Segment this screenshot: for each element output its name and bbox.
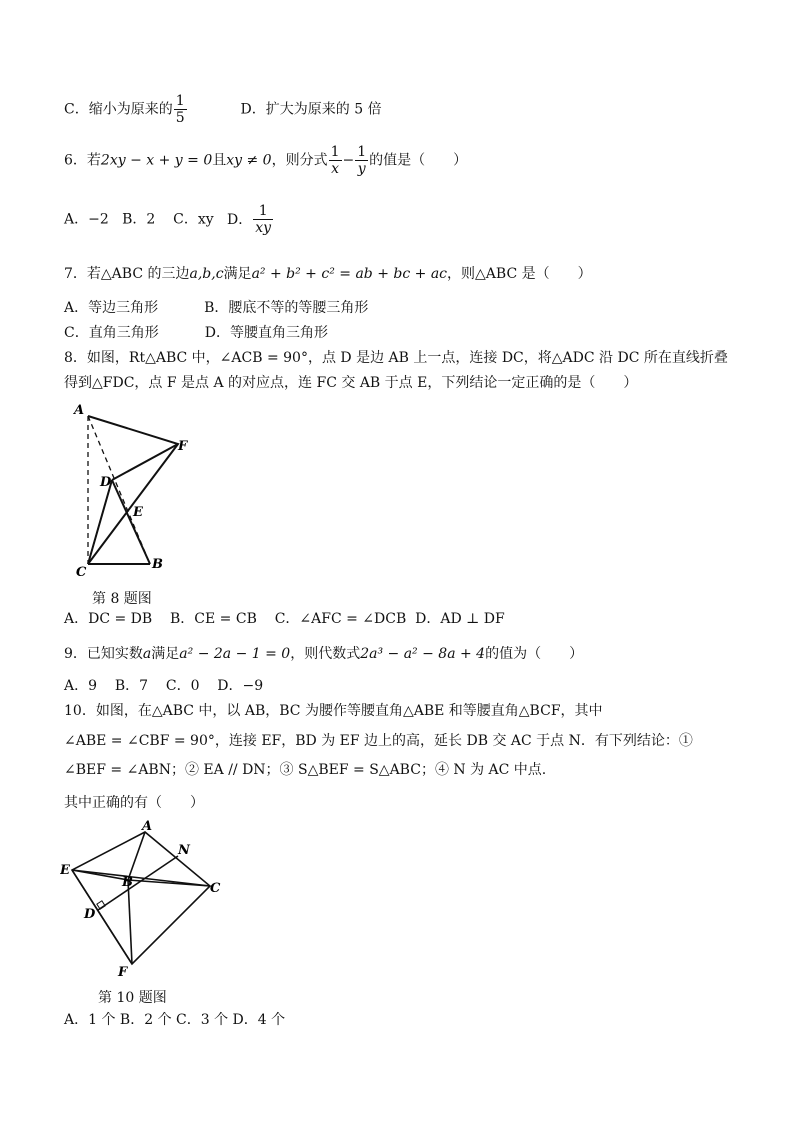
q10-label-b: B <box>122 875 133 890</box>
q8-label-a: A <box>74 403 85 418</box>
q9-options <box>64 679 263 693</box>
q6-option-c: C．xy <box>173 211 214 228</box>
q6-options <box>64 203 274 236</box>
q10-label-n: N <box>178 843 190 858</box>
q8-option-a: A．DC = DB <box>64 611 153 627</box>
q9-option-a: A．9 <box>64 678 98 694</box>
q8-edge-df <box>112 444 178 480</box>
q8-caption: 第 8 题图 <box>92 591 152 607</box>
q10-label-d: D <box>84 907 96 922</box>
q10-stem-line2: ∠ABE = ∠CBF = 90°，连接 EF，BD 为 EF 边上的高，延长 DB 交 AC 于点 N．有下列结论：① <box>64 733 693 749</box>
q6-option-b: B．2 <box>122 211 156 228</box>
q8-label-b: B <box>152 557 163 572</box>
q10-question: 其中正确的有（ ） <box>64 795 204 811</box>
q10-edge-bf <box>128 880 132 964</box>
q10-stem-line1: 10．如图，在△ABC 中，以 AB，BC 为腰作等腰直角△ABE 和等腰直角△BCF，其中 <box>64 703 603 719</box>
q5-options <box>64 93 382 126</box>
q5-option-c: C．缩小为原来的 <box>64 101 173 118</box>
q8-label-d: D <box>100 475 112 490</box>
q7-option-a: A．等边三角形 <box>64 300 159 316</box>
q8-option-b: B．CE = CB <box>170 611 257 627</box>
q6-stem: 6．若2xy − x + y = 0且xy ≠ 0，则分式 $\frac{1}{x}$ − $\frac{1}{y}$ 的值是（ ） <box>64 144 468 178</box>
q10-label-f: F <box>118 965 128 980</box>
q9-option-c: C．0 <box>165 678 200 694</box>
q10-caption: 第 10 题图 <box>98 990 167 1006</box>
q7-stem: 7．若△ABC 的三边a,b,c满足a² + b² + c² = ab + bc + ac，则△ABC 是（ ） <box>64 266 592 282</box>
q8-edge-dc <box>88 480 112 564</box>
q9-option-d: D．−9 <box>217 678 264 694</box>
q8-options <box>64 612 505 626</box>
q7-option-d: D．等腰直角三角形 <box>204 325 328 341</box>
q10-figure <box>60 818 230 980</box>
q7-options-row2 <box>64 326 328 340</box>
q8-figure <box>70 400 210 580</box>
q8-stem-line2: 得到△FDC，点 F 是点 A 的对应点，连 FC 交 AB 于点 E，下列结论一定正确的是（ ） <box>64 375 638 391</box>
q7-option-b: B．腰底不等的等腰三角形 <box>204 300 369 316</box>
q10-edge-ec <box>72 870 210 886</box>
q8-label-c: C <box>76 565 87 580</box>
q6-option-d: D． $\frac{1}{xy}$ <box>227 203 272 237</box>
q5-option-d: D．扩大为原来的 5 倍 <box>240 101 382 118</box>
q10-label-e: E <box>60 863 70 878</box>
q8-label-e: E <box>133 505 143 520</box>
q8-option-c: C．∠AFC = ∠DCB <box>274 611 407 627</box>
q9-stem: 9．已知实数a满足a² − 2a − 1 = 0，则代数式2a³ − a² − 8a + 4的值为（ ） <box>64 646 584 662</box>
q8-stem-line1: 8．如图，Rt△ABC 中，∠ACB = 90°，点 D 是边 AB 上一点，连接 DC，将△ADC 沿 DC 所在直线折叠 <box>64 350 728 366</box>
q10-options: A．1 个 B．2 个 C．3 个 D．4 个 <box>64 1012 286 1028</box>
q9-option-b: B．7 <box>114 678 149 694</box>
q5-option-c-fraction: $\frac{1}{5}$ <box>175 93 185 127</box>
q6-option-a: A．−2 <box>64 211 109 228</box>
q10-stem-line3: ∠BEF = ∠ABN；② EA // DN；③ S△BEF = S△ABC；④ N 为 AC 中点. <box>64 762 547 778</box>
q7-options-row1 <box>64 301 368 315</box>
q8-triangle-fdc <box>88 416 178 564</box>
q10-label-c: C <box>210 881 221 896</box>
q7-option-c: C．直角三角形 <box>64 325 159 341</box>
q10-label-a: A <box>142 819 153 834</box>
q8-option-d: D．AD ⊥ DF <box>415 611 505 627</box>
q8-label-f: F <box>178 439 188 454</box>
q8-edge-db <box>112 480 150 564</box>
